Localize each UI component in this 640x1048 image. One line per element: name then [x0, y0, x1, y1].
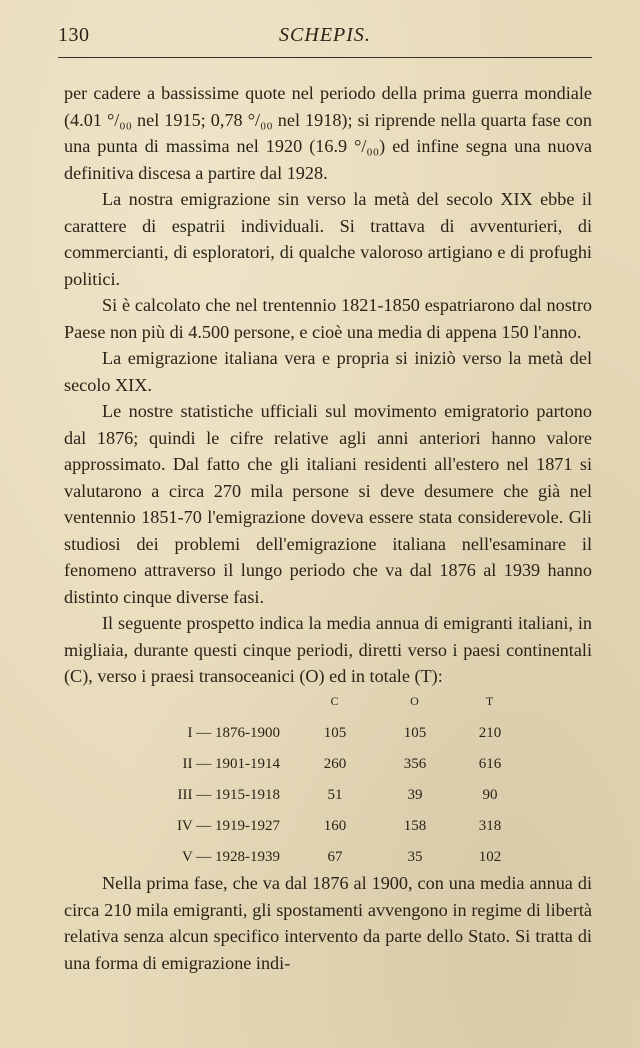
body-text	[64, 80, 592, 690]
period-label: V — 1928-1939	[181, 849, 280, 865]
cell-t: 318	[478, 818, 502, 834]
period-label: I — 1876-1900	[187, 725, 280, 741]
cell-o: 39	[407, 787, 423, 803]
table-row	[100, 787, 540, 818]
cell-t: 616	[478, 756, 502, 772]
table-row	[100, 756, 540, 787]
cell-t: 90	[482, 787, 498, 803]
paragraph: per cadere a bassissime quote nel periodo della prima guerra mondiale (4.01 °/₀₀ nel 1915; 0,78 °/₀₀ nel 1918); si riprende nella quarta fase con una punta di massima nel 1920 (16.9 °/₀₀) ed infine segna una nuova definitiva discesa a partire dal 1928.	[64, 83, 592, 183]
cell-o: 35	[407, 849, 423, 865]
header-rule	[58, 57, 592, 58]
page-header	[58, 22, 592, 52]
period-label: III — 1915-1918	[177, 787, 280, 803]
paragraph: La nostra emigrazione sin verso la metà del secolo XIX ebbe il carattere di espatrii individuali. Si trattava di avventurieri, di commercianti, di esploratori, di qualche valoroso artigiano e di profughi politici.	[64, 189, 592, 289]
closing-text	[64, 870, 592, 976]
emigration-table	[100, 694, 540, 880]
cell-o: 105	[403, 725, 427, 741]
cell-c: 260	[323, 756, 347, 772]
table-row	[100, 818, 540, 849]
cell-c: 160	[323, 818, 347, 834]
cell-t: 102	[478, 849, 502, 865]
cell-c: 67	[327, 849, 343, 865]
paragraph: La emigrazione italiana vera e propria si iniziò verso la metà del secolo XIX.	[64, 348, 592, 395]
paragraph: Si è calcolato che nel trentennio 1821-1850 espatriarono dal nostro Paese non più di 4.500 persone, e cioè una media di appena 150 l'anno.	[64, 295, 592, 342]
period-label: II — 1901-1914	[182, 756, 280, 772]
table-row	[100, 725, 540, 756]
cell-c: 105	[323, 725, 347, 741]
period-label: IV — 1919-1927	[176, 818, 280, 834]
table-header-row	[100, 694, 540, 725]
paragraph: Le nostre statistiche ufficiali sul movimento emigratorio partono dal 1876; quindi le cifre relative agli anni anteriori hanno valore approssimato. Dal fatto che gli italiani residenti all'estero nel 1871 si valutarono a circa 270 mila persone si deve desumere che già nel ventennio 1851-70 l'emigrazione doveva essere stata considerevole. Gli studiosi dei problemi dell'emigrazione italiana nell'esaminare il fenomeno attraverso il lungo periodo che va dal 1876 al 1939 hanno distinto cinque diverse fasi.	[64, 401, 592, 607]
paragraph: Il seguente prospetto indica la media annua di emigranti italiani, in migliaia, durante questi cinque periodi, diretti verso i paesi continentali (C), verso i praesi transoceanici (O) ed in totale (T):	[64, 613, 592, 686]
column-header-o: O	[410, 694, 420, 708]
cell-c: 51	[327, 787, 343, 803]
column-header-c: C	[330, 694, 340, 708]
paragraph: Nella prima fase, che va dal 1876 al 1900, con una media annua di circa 210 mila emigranti, gli spostamenti avvengono in regime di libertà relativa senza alcun specifico intervento da parte dello Stato. Si tratta di una forma di emigrazione indi-	[64, 873, 592, 973]
running-head: SCHEPIS.	[279, 24, 371, 46]
cell-o: 158	[403, 818, 427, 834]
page-number: 130	[58, 24, 90, 46]
column-header-t: T	[485, 694, 495, 708]
cell-o: 356	[403, 756, 427, 772]
cell-t: 210	[478, 725, 502, 741]
